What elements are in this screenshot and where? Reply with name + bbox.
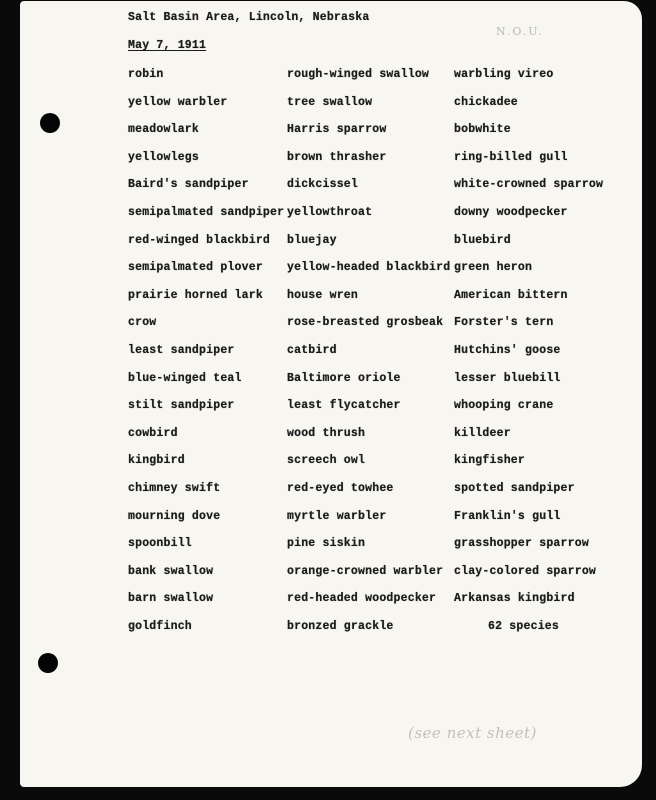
species-item: yellowlegs xyxy=(128,150,200,164)
species-item: warbling vireo xyxy=(454,68,554,81)
species-column-3 xyxy=(454,67,603,646)
species-item: goldfinch xyxy=(128,619,192,633)
species-item: downy woodpecker xyxy=(454,205,568,219)
species-item: rough-winged swallow xyxy=(287,68,430,81)
species-item: least flycatcher xyxy=(287,399,401,413)
species-item: crow xyxy=(128,316,157,330)
species-item: house wren xyxy=(287,288,359,302)
species-item: American bittern xyxy=(454,288,568,302)
page-title: Salt Basin Area, Lincoln, Nebraska xyxy=(128,11,370,24)
species-item: red-headed woodpecker xyxy=(287,592,437,606)
species-item: whooping crane xyxy=(454,399,554,413)
faint-mark: N.O.U. xyxy=(496,25,545,38)
species-item: yellowthroat xyxy=(287,205,373,219)
species-item: pine siskin xyxy=(287,537,366,551)
species-item: orange-crowned warbler xyxy=(287,564,444,578)
species-item: catbird xyxy=(287,343,337,357)
species-item: green heron xyxy=(454,261,533,275)
species-item: bobwhite xyxy=(454,123,511,137)
species-item: robin xyxy=(128,68,164,81)
species-item: blue-winged teal xyxy=(128,371,242,385)
species-item: chickadee xyxy=(454,95,518,109)
handwritten-note: (see next sheet) xyxy=(408,724,537,742)
species-item: white-crowned sparrow xyxy=(454,178,604,192)
species-item: kingbird xyxy=(128,454,185,468)
species-item: dickcissel xyxy=(287,178,359,192)
species-item: mourning dove xyxy=(128,509,221,523)
species-item: bluejay xyxy=(287,233,337,247)
species-item: Arkansas kingbird xyxy=(454,592,575,606)
species-item: least sandpiper xyxy=(128,343,235,357)
punch-hole-bottom xyxy=(38,653,58,673)
species-item: bronzed grackle xyxy=(287,619,394,633)
species-item: clay-colored sparrow xyxy=(454,564,597,578)
species-item: meadowlark xyxy=(128,123,200,137)
species-item: ring-billed gull xyxy=(454,150,568,164)
species-item: bluebird xyxy=(454,233,511,247)
species-item: Hutchins' goose xyxy=(454,343,561,357)
species-item: bank swallow xyxy=(128,564,214,578)
species-item: Baltimore oriole xyxy=(287,371,401,385)
species-item: chimney swift xyxy=(128,481,221,495)
species-item: prairie horned lark xyxy=(128,288,263,302)
species-item: grasshopper sparrow xyxy=(454,537,589,551)
species-item: kingfisher xyxy=(454,454,526,468)
species-item: yellow warbler xyxy=(128,95,228,109)
species-item: Baird's sandpiper xyxy=(128,178,249,192)
species-item: stilt sandpiper xyxy=(128,399,235,413)
species-item: brown thrasher xyxy=(287,150,387,164)
punch-hole-top xyxy=(40,113,60,133)
species-item: yellow-headed blackbird xyxy=(287,261,451,275)
species-item: killdeer xyxy=(454,426,511,440)
document-page xyxy=(20,1,642,787)
species-item: rose-breasted grosbeak xyxy=(287,316,444,330)
species-item: barn swallow xyxy=(128,592,214,606)
species-item: cowbird xyxy=(128,426,178,440)
species-item: myrtle warbler xyxy=(287,509,387,523)
species-item: lesser bluebill xyxy=(454,371,561,385)
species-item: screech owl xyxy=(287,454,366,468)
species-column-2 xyxy=(287,67,450,646)
species-item: wood thrush xyxy=(287,426,366,440)
species-item: red-eyed towhee xyxy=(287,481,394,495)
species-item: red-winged blackbird xyxy=(128,233,271,247)
species-item: semipalmated sandpiper xyxy=(128,205,285,219)
species-column-1 xyxy=(128,67,284,646)
species-item: Franklin's gull xyxy=(454,509,561,523)
species-item: spotted sandpiper xyxy=(454,481,575,495)
date-line: May 7, 1911 xyxy=(128,39,207,52)
species-item: spoonbill xyxy=(128,537,192,551)
species-count: 62 species xyxy=(488,619,560,633)
species-item: Harris sparrow xyxy=(287,123,387,137)
species-item: semipalmated plover xyxy=(128,261,263,275)
species-item: Forster's tern xyxy=(454,316,554,330)
species-item: tree swallow xyxy=(287,95,373,109)
